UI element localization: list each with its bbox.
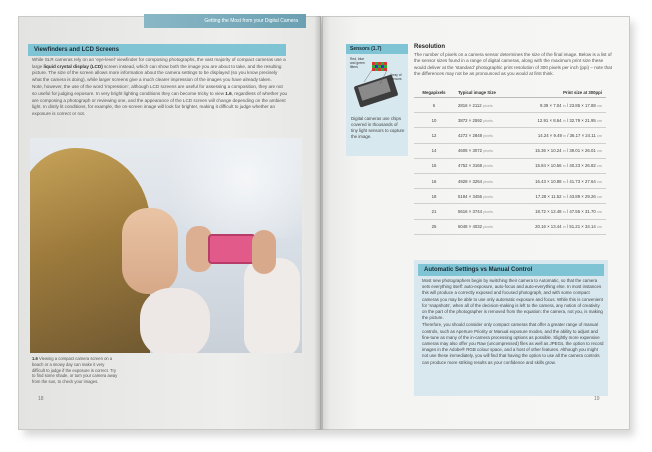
resolution-body: The number of pixels on a camera sensor determines the size of the final image. Below is a list of the sensor sizes found in a range of digital cameras, along with the maximum print size these would deliver at the ‘standard’ photographic print resolution of 300 pixels per inch (ppi) – note that the differences may not be as pronounced as you would at first think. [414,52,612,77]
table-row: 21 5616 × 3744 pixels 18.72 × 12.48 in / 47.55 × 31.70 cm [414,204,606,219]
table-row: 12 4272 × 2848 pixels 14.24 × 9.49 in / 36.17 × 24.11 cm [414,128,606,143]
book-gutter [314,16,330,430]
table-row: 25 6048 × 4032 pixels 20.16 × 13.44 in / 51.21 × 34.14 cm [414,220,606,235]
table-row: 18 5184 × 3456 pixels 17.28 × 11.52 in / 43.89 × 29.26 cm [414,189,606,204]
auto-vs-manual-heading: Automatic Settings vs Manual Control [418,264,604,276]
photo-caption: 1.6 Viewing a compact camera screen on a beach or a snowy day can make it very difficult to judge if the exposure is correct. Try to find some shade, or turn your camera away from the sun, to check your images. [32,356,118,385]
resolution-table [414,88,606,235]
sensors-heading: Sensors (1.7) [346,44,408,54]
page-number-left: 18 [38,396,44,402]
sensors-sidebar [346,44,408,156]
manual-para-2: Therefore, you should consider only compact cameras that offer a greater range of manual controls, such as Aperture Priority or Manual exposure modes, and the ability to adjust and fine-tune as many of the in-camera processing options as possible. Slightly more expensive cameras may also offer you Raw (uncompressed) files as well as JPEGs, the option to record images in the Adobe® RGB colour space, and a host of other features. Although you might not use these immediately, you will find that having the option to use all the camera controls can produce more striking results as your confidence and skills grow. [422,322,604,365]
pink-camera [208,234,256,264]
viewfinders-heading: Viewfinders and LCD Screens [28,44,286,56]
auto-vs-manual-box [414,260,608,396]
manual-para-1: Most new photographers begin by switching their camera to Automatic, so that the camera sets everything itself: auto-exposure, auto-focus and auto-everything else. In most instances this will produce a correctly exposed and focused photograph, and with some compact cameras you may be able to use only automatic exposure and focus. While this is convenient for ‘snapshots’, when all of the decision-making is left to the camera, any notion of creativity on the part of the photographer is removed from the equation: the camera, not you, is making the picture. [422,278,603,321]
girl-with-camera-photo [30,138,302,353]
table-row: 16 4928 × 3264 pixels 16.43 × 10.88 in / 41.73 × 27.64 cm [414,174,606,189]
table-row: 6 2816 × 2112 pixels 9.39 × 7.04 in / 23.85 × 17.88 cm [414,98,606,113]
table-row: 15 4752 × 3168 pixels 15.84 × 10.56 in / 40.23 × 26.82 cm [414,159,606,174]
array-label: Array of sensors [390,73,402,81]
table-row: 10 3872 × 2592 pixels 12.91 × 8.64 in / 32.79 × 21.95 cm [414,113,606,128]
viewfinders-body [32,57,288,118]
page-number-right: 19 [594,396,600,402]
table-header: Megapixels Typical image Size Print size at 300ppi [414,88,606,98]
running-head: Getting the Most from your Digital Camera [144,14,306,28]
resolution-heading: Resolution [414,44,445,50]
sensors-caption: Digital cameras use chips covered in thousands of tiny light sensors to capture the image. [351,116,405,139]
filters-label: Red, blue and green filters [350,57,365,69]
auto-vs-manual-body [422,278,604,367]
viewfinders-para-2: Note, however, the use of the word ‘impression’, although LCD screens are useful for assessing a composition, they are not so useful for judging exposure. In very bright lighting conditions they can become tricky to view 1.6, regardless of whether you are composing a photograph or reviewing one, and the appearance of the LCD screen will change depending on the ambient light. In dimly lit conditions, for example, the on-screen image will look far brighter, making it difficult to judge whether an exposure is correct or not. [32,84,288,116]
table-row: 14 4608 × 3072 pixels 15.36 × 10.24 in / 39.01 × 26.01 cm [414,144,606,159]
viewfinders-para-1: While SLR cameras rely on an ‘eye-level’ viewfinder for composing photographs, the vast majority of compact cameras use a large liquid crystal display (LCD) screen instead, which can show both the image you are about to take, and the resulting picture. The size of the screen allows more information about the camera settings to be displayed (so you know precisely what the camera is doing), while larger screens give a much clearer impression of the images you have already taken. [32,57,286,82]
